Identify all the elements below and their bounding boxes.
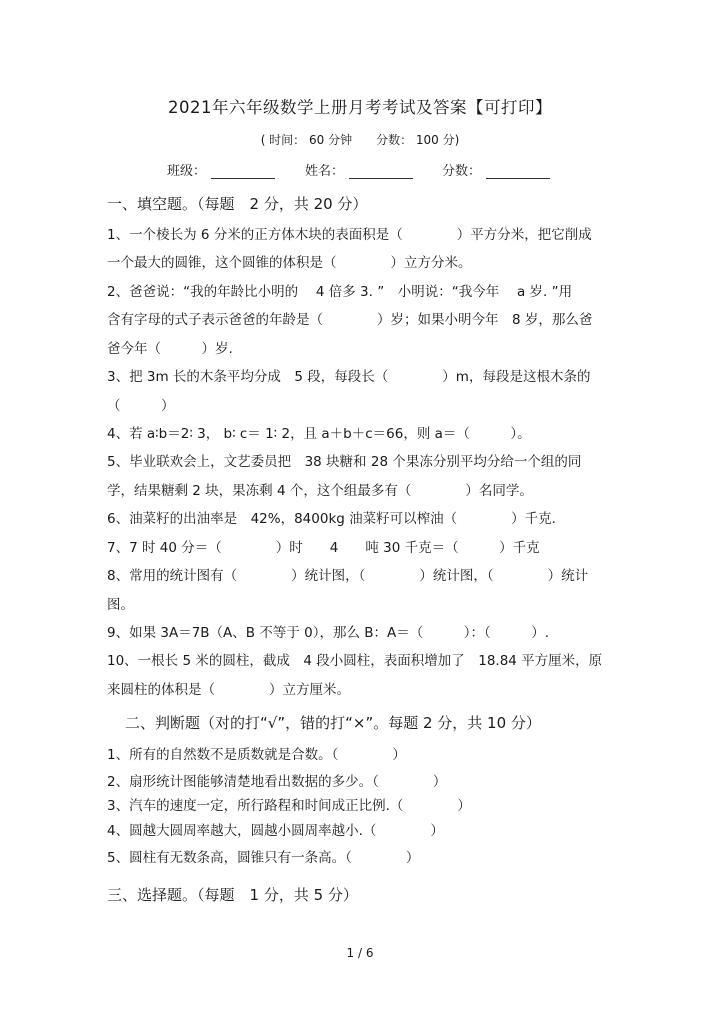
question-line: 2、扇形统计图能够清楚地看出数据的多少。（ ） bbox=[107, 774, 447, 790]
name-label: 姓名： bbox=[305, 164, 345, 179]
question-line: 5、圆柱有无数条高，圆锥只有一条高。（ ） bbox=[107, 850, 420, 866]
question-line: 3、把 3m 长的木条平均分成 5 段，每段长（ ）m，每段是这根木条的 bbox=[107, 369, 591, 385]
question-line: 8、常用的统计图有（ ）统计图，（ ）统计图，（ ）统计 bbox=[107, 568, 589, 584]
question-line: 9、如果 3A＝7B（A、B 不等于 0），那么 B：A＝（ ）：（ ）. bbox=[107, 625, 550, 641]
question-line: （ ） bbox=[107, 398, 175, 414]
question-line: 2、爸爸说：“我的年龄比小明的 4 倍多 3. ” 小明说：“我今年 a 岁. ”用 bbox=[107, 284, 573, 300]
question-line: 一个最大的圆锥，这个圆锥的体积是（ ）立方分米。 bbox=[107, 255, 472, 271]
question-line: 10、一根长 5 米的圆柱，截成 4 段小圆柱，表面积增加了 18.84 平方厘米，原 bbox=[107, 653, 603, 669]
class-blank[interactable] bbox=[211, 178, 275, 179]
score-blank[interactable] bbox=[486, 178, 550, 179]
question-line: 5、毕业联欢会上，文艺委员把 38 块糖和 28 个果冻分别平均分给一个组的同 bbox=[107, 454, 582, 470]
question-line: 爸今年（ ）岁. bbox=[107, 341, 233, 357]
question-line: 3、汽车的速度一定，所行路程和时间成正比例.（ ） bbox=[107, 798, 471, 814]
question-line: 7、7 时 40 分＝（ ）时 4 吨 30 千克＝（ ）千克 bbox=[107, 540, 540, 556]
class-label: 班级： bbox=[167, 164, 207, 179]
question-line: 1、一个棱长为 6 分米的正方体木块的表面积是（ ）平方分米，把它削成 bbox=[107, 227, 592, 243]
section3-heading: 三、选择题。（每题 1 分，共 5 分） bbox=[107, 886, 358, 904]
section2-heading: 二、判断题（对的打“√”，错的打“×”。每题 2 分，共 10 分） bbox=[125, 714, 541, 732]
name-blank[interactable] bbox=[349, 178, 413, 179]
question-line: 4、圆越大圆周率越大，圆越小圆周率越小.（ ） bbox=[107, 823, 444, 839]
exam-subtitle: ( 时间： 60 分钟 分数： 100 分) bbox=[260, 133, 460, 147]
section1-heading: 一、填空题。（每题 2 分，共 20 分） bbox=[107, 195, 368, 213]
question-line: 来圆柱的体积是（ ）立方厘米。 bbox=[107, 682, 350, 698]
score-label: 分数： bbox=[442, 164, 482, 179]
exam-title: 2021年六年级数学上册月考考试及答案【可打印】 bbox=[168, 98, 552, 117]
question-line: 学，结果糖剩 2 块，果冻剩 4 个，这个组最多有（ ）名同学。 bbox=[107, 483, 533, 499]
question-line: 含有字母的式子表示爸爸的年龄是（ ）岁；如果小明今年 8 岁，那么爸 bbox=[107, 312, 593, 328]
question-line: 1、所有的自然数不是质数就是合数。（ ） bbox=[107, 747, 406, 763]
question-line: 4、若 a∶b＝2∶ 3， b∶ c＝ 1∶ 2，且 a＋b＋c＝66，则 a＝（ ）。 bbox=[107, 426, 531, 442]
question-line: 图。 bbox=[107, 597, 134, 613]
page-number: 1 / 6 bbox=[346, 946, 374, 960]
question-line: 6、油菜籽的出油率是 42%，8400kg 油菜籽可以榨油（ ）千克. bbox=[107, 511, 556, 527]
